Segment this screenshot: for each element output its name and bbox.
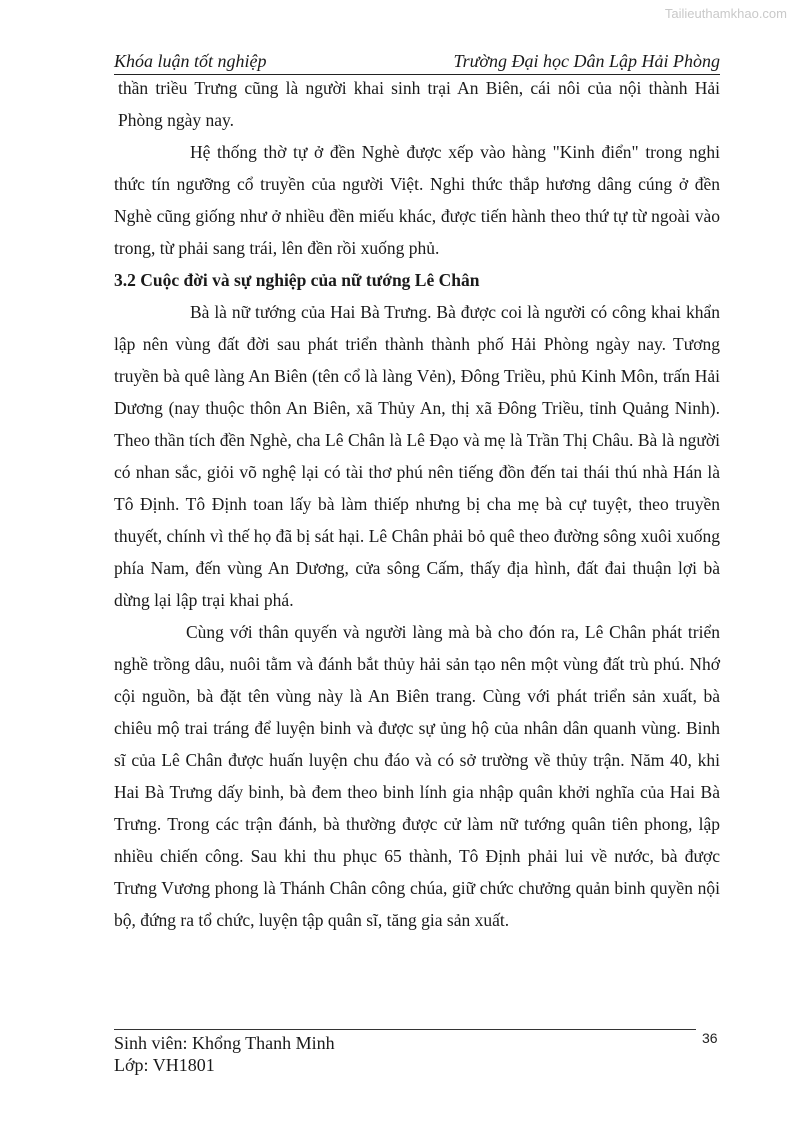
- header-thesis-title: Khóa luận tốt nghiệp: [114, 51, 267, 71]
- paragraph-le-chan-career: Cùng với thân quyến và người làng mà bà cho đón ra, Lê Chân phát triển nghề trồng dâu, nuôi tằm và đánh bắt thủy hải sản tạo nên một vùng đất trù phú. Nhớ cội nguồn, bà đặt tên vùng này là An Biên trang. Cùng với phát triển sản xuất, bà chiêu mộ trai tráng để luyện binh và được sự ủng hộ của nhân dân quanh vùng. Binh sĩ của Lê Chân được huấn luyện chu đáo và có sở trường về thủy trận. Năm 40, khi Hai Bà Trưng dấy binh, bà đem theo binh lính gia nhập quân khởi nghĩa của Hai Bà Trưng. Trong các trận đánh, bà thường được cử làm nữ tướng quân tiên phong, lập nhiều chiến công. Sau khi thu phục 65 thành, Tô Định phải lui về nước, bà được Trưng Vương phong là Thánh Chân công chúa, giữ chức chưởng quản binh quyền nội bộ, đứng ra tổ chức, luyện tập quân sĩ, tăng gia sản xuất.: [114, 622, 720, 930]
- section-heading: 3.2 Cuộc đời và sự nghiệp của nữ tướng Lê Chân: [114, 270, 480, 290]
- paragraph-worship-system: Hệ thống thờ tự ở đền Nghè được xếp vào hàng "Kinh điển" trong nghi thức tín ngưỡng cổ truyền của người Việt. Nghi thức thắp hương dâng cúng ở đền Nghè cũng giống như ở nhiều đền miếu khác, được tiến hành theo thứ tự từ ngoài vào trong, từ phải sang trái, lên đền rồi xuống phủ.: [114, 142, 720, 258]
- footer-divider: [114, 1029, 696, 1030]
- page-number: 36: [702, 1030, 718, 1046]
- document-body: [114, 72, 720, 936]
- header-university: Trường Đại học Dân Lập Hải Phòng: [453, 51, 720, 71]
- paragraph-le-chan-biography: Bà là nữ tướng của Hai Bà Trưng. Bà được coi là người có công khai khẩn lập nên vùng đất đời sau phát triển thành thành phố Hải Phòng ngày nay. Tương truyền bà quê làng An Biên (tên cổ là làng Vẻn), Đông Triều, phủ Kinh Môn, trấn Hải Dương (nay thuộc thôn An Biên, xã Thủy An, thị xã Đông Triều, tỉnh Quảng Ninh). Theo thần tích đền Nghè, cha Lê Chân là Lê Đạo và mẹ là Trần Thị Châu. Bà là người có nhan sắc, giỏi võ nghệ lại có tài thơ phú nên tiếng đồn đến tai thái thú nhà Hán là Tô Định. Tô Định toan lấy bà làm thiếp nhưng bị cha mẹ bà cự tuyệt, theo truyền thuyết, chính vì thế họ đã bị sát hại. Lê Chân phải bỏ quê theo đường sông xuôi xuống phía Nam, đến vùng An Dương, cửa sông Cấm, thấy địa hình, đất đai thuận lợi bà dừng lại lập trại khai phá.: [114, 302, 720, 610]
- footer-class: Lớp: VH1801: [114, 1055, 215, 1075]
- paragraph-continuation: thần triều Trưng cũng là người khai sinh trại An Biên, cái nôi của nội thành Hải Phòng ngày nay.: [118, 78, 720, 130]
- watermark-text: Tailieuthamkhao.com: [664, 6, 787, 21]
- page-footer: [114, 1032, 335, 1076]
- footer-student-name: Sinh viên: Khổng Thanh Minh: [114, 1033, 335, 1053]
